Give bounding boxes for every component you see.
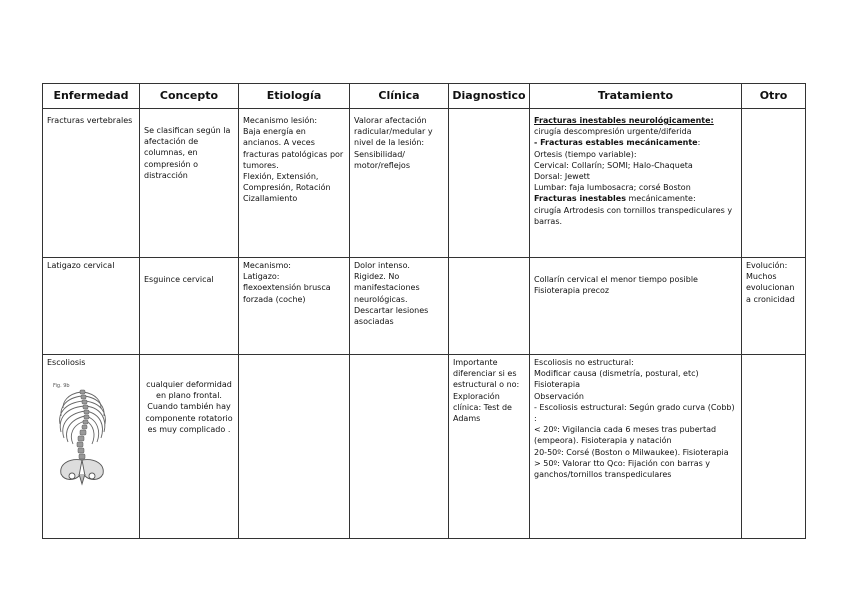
treatment-rest: : [697, 138, 701, 148]
treatment-line: Observación [534, 391, 584, 401]
treatment-line: Cervical: Collarín; SOMI; Halo-Chaqueta [534, 160, 693, 170]
etiology-line: Mecanismo: [243, 261, 291, 270]
cell-concepto [140, 355, 239, 539]
table-row [43, 258, 806, 355]
clinical-line: Rigidez. No manifestaciones neurológicas. [354, 272, 420, 304]
cell-otro [742, 355, 806, 539]
treatment-line [534, 137, 737, 148]
header-clinica: Clínica [350, 84, 449, 109]
treatment-line: > 50º: Valorar tto Qco: Fijación con barras y ganchos/tornillos transpediculares [534, 458, 711, 480]
diagnosis-text: Importante diferenciar si es estructural o no: Exploración clínica: Test de Adams [453, 358, 520, 424]
treatment-line: cirugía Artrodesis con tornillos transpediculares y barras. [534, 205, 733, 226]
disease-name: Fracturas vertebrales [47, 116, 133, 125]
header-tratamiento: Tratamiento [530, 84, 742, 109]
cell-etiologia [239, 355, 350, 539]
cell-enfermedad [43, 355, 140, 539]
cell-otro [742, 109, 806, 258]
cell-enfermedad [43, 258, 140, 355]
cell-clinica [350, 355, 449, 539]
cell-tratamiento [530, 109, 742, 258]
treatment-line: Fracturas inestables neurológicamente: [534, 116, 714, 125]
cell-etiologia [239, 109, 350, 258]
treatment-line: cirugía descompresión urgente/diferida [534, 127, 692, 137]
treatment-line: < 20º: Vigilancia cada 6 meses tras pubertad (empeora). Fisioterapia y natación [534, 425, 717, 446]
treatment-line: Collarín cervical el menor tiempo posible [534, 275, 698, 284]
concept-text: Se clasifican según la afectación de columnas, en compresión o distracción [144, 126, 231, 180]
treatment-emphasis: - Fracturas estables mecánicamente [534, 138, 698, 148]
etiology-line: Flexión, Extensión, Compresión, Rotación [243, 172, 331, 193]
etiology-line: Latigazo: [243, 272, 280, 282]
figure-caption: Fig. 9b [53, 383, 70, 390]
header-concepto: Concepto [140, 84, 239, 109]
header-row [43, 84, 806, 109]
spine-skeleton-figure [47, 378, 117, 488]
etiology-line: Cizallamiento [243, 194, 298, 204]
treatment-line: Modificar causa (dismetría, postural, etc) [534, 369, 699, 379]
concept-text: Esguince cervical [144, 275, 214, 284]
other-text: Evolución: Muchos evolucionan a cronicidad [746, 261, 795, 304]
treatment-rest: mecánicamente: [625, 194, 696, 204]
treatment-line [534, 193, 737, 204]
table-row [43, 109, 806, 258]
cell-concepto [140, 258, 239, 355]
treatment-line: - Escoliosis estructural: Según grado curva (Cobb) : [534, 402, 735, 424]
clinical-line: Descartar lesiones asociadas [354, 305, 429, 327]
cell-diagnostico [449, 258, 530, 355]
disease-name: Latigazo cervical [47, 261, 115, 270]
treatment-line: Escoliosis no estructural: [534, 358, 634, 367]
etiology-line: flexoextensión brusca forzada (coche) [243, 283, 331, 304]
header-diagnostico: Diagnostico [449, 84, 530, 109]
cell-diagnostico [449, 109, 530, 258]
cell-diagnostico [449, 355, 530, 539]
treatment-line: Lumbar: faja lumbosacra; corsé Boston [534, 183, 691, 193]
disease-table [42, 83, 806, 539]
cell-otro [742, 258, 806, 355]
header-etiologia: Etiología [239, 84, 350, 109]
treatment-line: Dorsal: Jewett [534, 172, 590, 182]
cell-tratamiento [530, 355, 742, 539]
treatment-line: 20-50º: Corsé (Boston o Milwaukee). Fisioterapia [534, 447, 729, 457]
cell-enfermedad [43, 109, 140, 258]
treatment-emphasis: Fracturas inestables [534, 194, 626, 204]
cell-etiologia [239, 258, 350, 355]
cell-concepto [140, 109, 239, 258]
header-enfermedad: Enfermedad [43, 84, 140, 109]
cell-clinica [350, 109, 449, 258]
disease-name: Escoliosis [47, 358, 86, 367]
concept-text: cualquier deformidad en plano frontal. Cuando también hay componente rotatorio es muy complicado . [145, 380, 233, 434]
clinical-text: Valorar afectación radicular/medular y nivel de la lesión: Sensibilidad/ motor/reflejos [354, 116, 433, 170]
table-row [43, 355, 806, 539]
treatment-line: Ortesis (tiempo variable): [534, 149, 637, 159]
etiology-line: Baja energía en ancianos. A veces fracturas patológicas por tumores. [243, 127, 344, 170]
etiology-line: Mecanismo lesión: [243, 116, 318, 125]
cell-tratamiento [530, 258, 742, 355]
treatment-line: Fisioterapia [534, 380, 580, 390]
header-otro: Otro [742, 84, 806, 109]
treatment-line: Fisioterapia precoz [534, 286, 610, 296]
cell-clinica [350, 258, 449, 355]
clinical-line: Dolor intenso. [354, 261, 410, 270]
